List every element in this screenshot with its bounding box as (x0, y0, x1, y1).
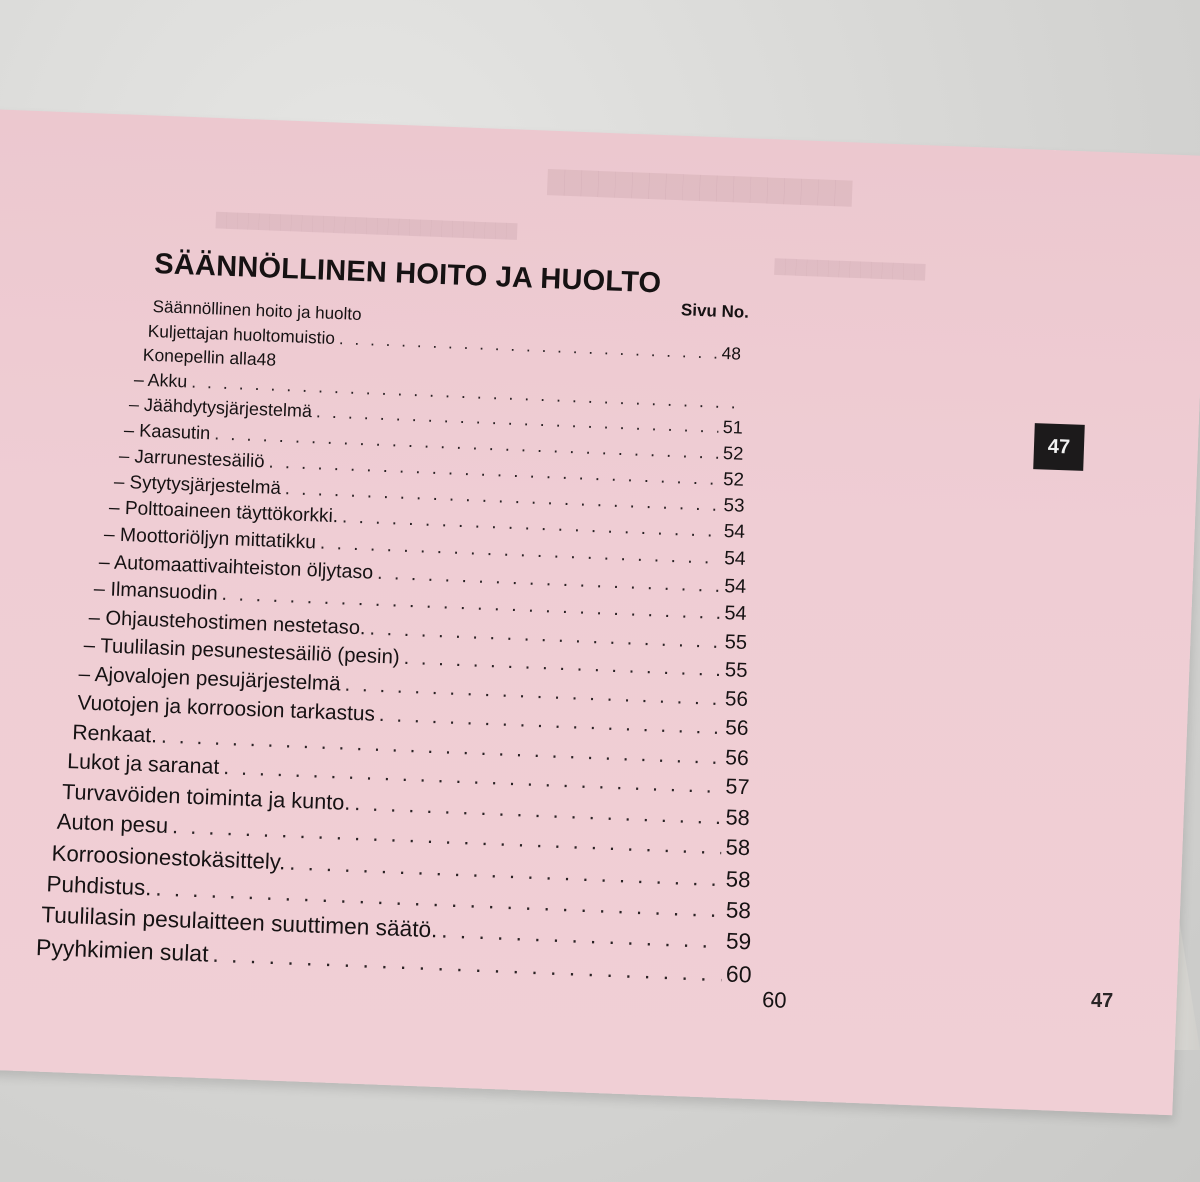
toc-entry-label: – Jarrunestesäiliö (118, 444, 266, 472)
toc-entry-label: – Polttoaineen täyttökorkki. (108, 497, 339, 527)
toc-entry-label: – Automaattivaihteiston öljytaso (98, 550, 374, 584)
page-column-header: Sivu No. (680, 300, 750, 322)
toc-entry-page: 54 (723, 520, 746, 543)
toc-entry-page: 48 (721, 342, 742, 364)
section-tab: 47 (1033, 423, 1085, 471)
toc-entry-page: 55 (724, 659, 748, 683)
toc-entry-page: 54 (723, 548, 746, 571)
toc-entry-page: 58 (725, 834, 751, 861)
toc-list (35, 295, 812, 992)
toc-entry-page: 52 (722, 468, 745, 490)
page-title: SÄÄNNÖLLINEN HOITO JA HUOLTO (153, 248, 662, 300)
toc-entry-label: Auton pesu (56, 809, 169, 839)
toc-entry-page: 56 (724, 716, 749, 741)
toc-entry-label: – Ilmansuodin (93, 577, 219, 605)
toc-entry-label: Korroosionestokäsittely. (51, 840, 286, 875)
toc-entry-label: – Ajovalojen pesujärjestelmä (78, 661, 342, 695)
toc-entry-label: – Tuulilasin pesunestesäiliö (pesin) (83, 634, 401, 669)
toc-entry-page: 54 (724, 602, 748, 625)
toc-entry-page: 57 (725, 774, 750, 800)
page-number: 47 (1091, 990, 1114, 1012)
toc-entry-page: 56 (724, 686, 749, 711)
toc-entry-page: 58 (725, 866, 751, 893)
toc-entry-page: 60 (725, 960, 753, 988)
toc-entry-page: 56 (724, 745, 750, 770)
toc-trailing-page: 60 (761, 986, 788, 1013)
toc-entry-label: – Ohjaustehostimen nestetaso. (88, 606, 366, 640)
toc-entry-label: Säännöllinen hoito ja huolto (152, 296, 362, 324)
toc-entry-label: Pyyhkimien sulat (35, 933, 210, 967)
toc-entry-label: Vuotojen ja korroosion tarkastus (77, 691, 376, 727)
toc-entry-label: – Akku (133, 369, 188, 392)
toc-entry-label: Lukot ja saranat (66, 749, 220, 780)
toc-entry-page: 52 (722, 442, 744, 465)
toc-entry-label: Kuljettajan huoltomuistio (147, 320, 336, 348)
toc-entry-label: – Kaasutin (123, 419, 211, 444)
toc-entry-label: – Moottoriöljyn mittatikku (103, 524, 317, 554)
toc-entry-label: Renkaat. (71, 720, 158, 748)
table-of-contents (35, 248, 815, 1014)
toc-entry-label: Puhdistus. (46, 871, 152, 901)
toc-entry-page: 55 (724, 630, 748, 654)
toc-entry-label: Turvavöiden toiminta ja kunto. (61, 778, 351, 816)
toc-entry-page: 53 (723, 494, 745, 517)
toc-entry-label: – Sytytysjärjestelmä (113, 470, 282, 499)
toc-entry-label: Tuulilasin pesulaitteen suuttimen säätö. (40, 901, 438, 943)
toc-entry-label: – Jäähdytysjärjestelmä (128, 394, 313, 422)
toc-entry-page: 54 (723, 574, 747, 598)
toc-entry-page: 58 (725, 897, 752, 924)
toc-entry-page: 48 (256, 349, 277, 371)
bleed-through-text: ██████████████████ (547, 170, 853, 208)
toc-entry-page: 51 (722, 416, 744, 438)
toc-entry-label: Konepellin alla (142, 344, 258, 370)
bleed-through-text: ██████████████ (774, 259, 926, 282)
toc-entry-page: 59 (725, 927, 752, 955)
bleed-through-text: ████████████████████████████ (215, 212, 518, 241)
toc-entry-page: 58 (725, 804, 751, 831)
